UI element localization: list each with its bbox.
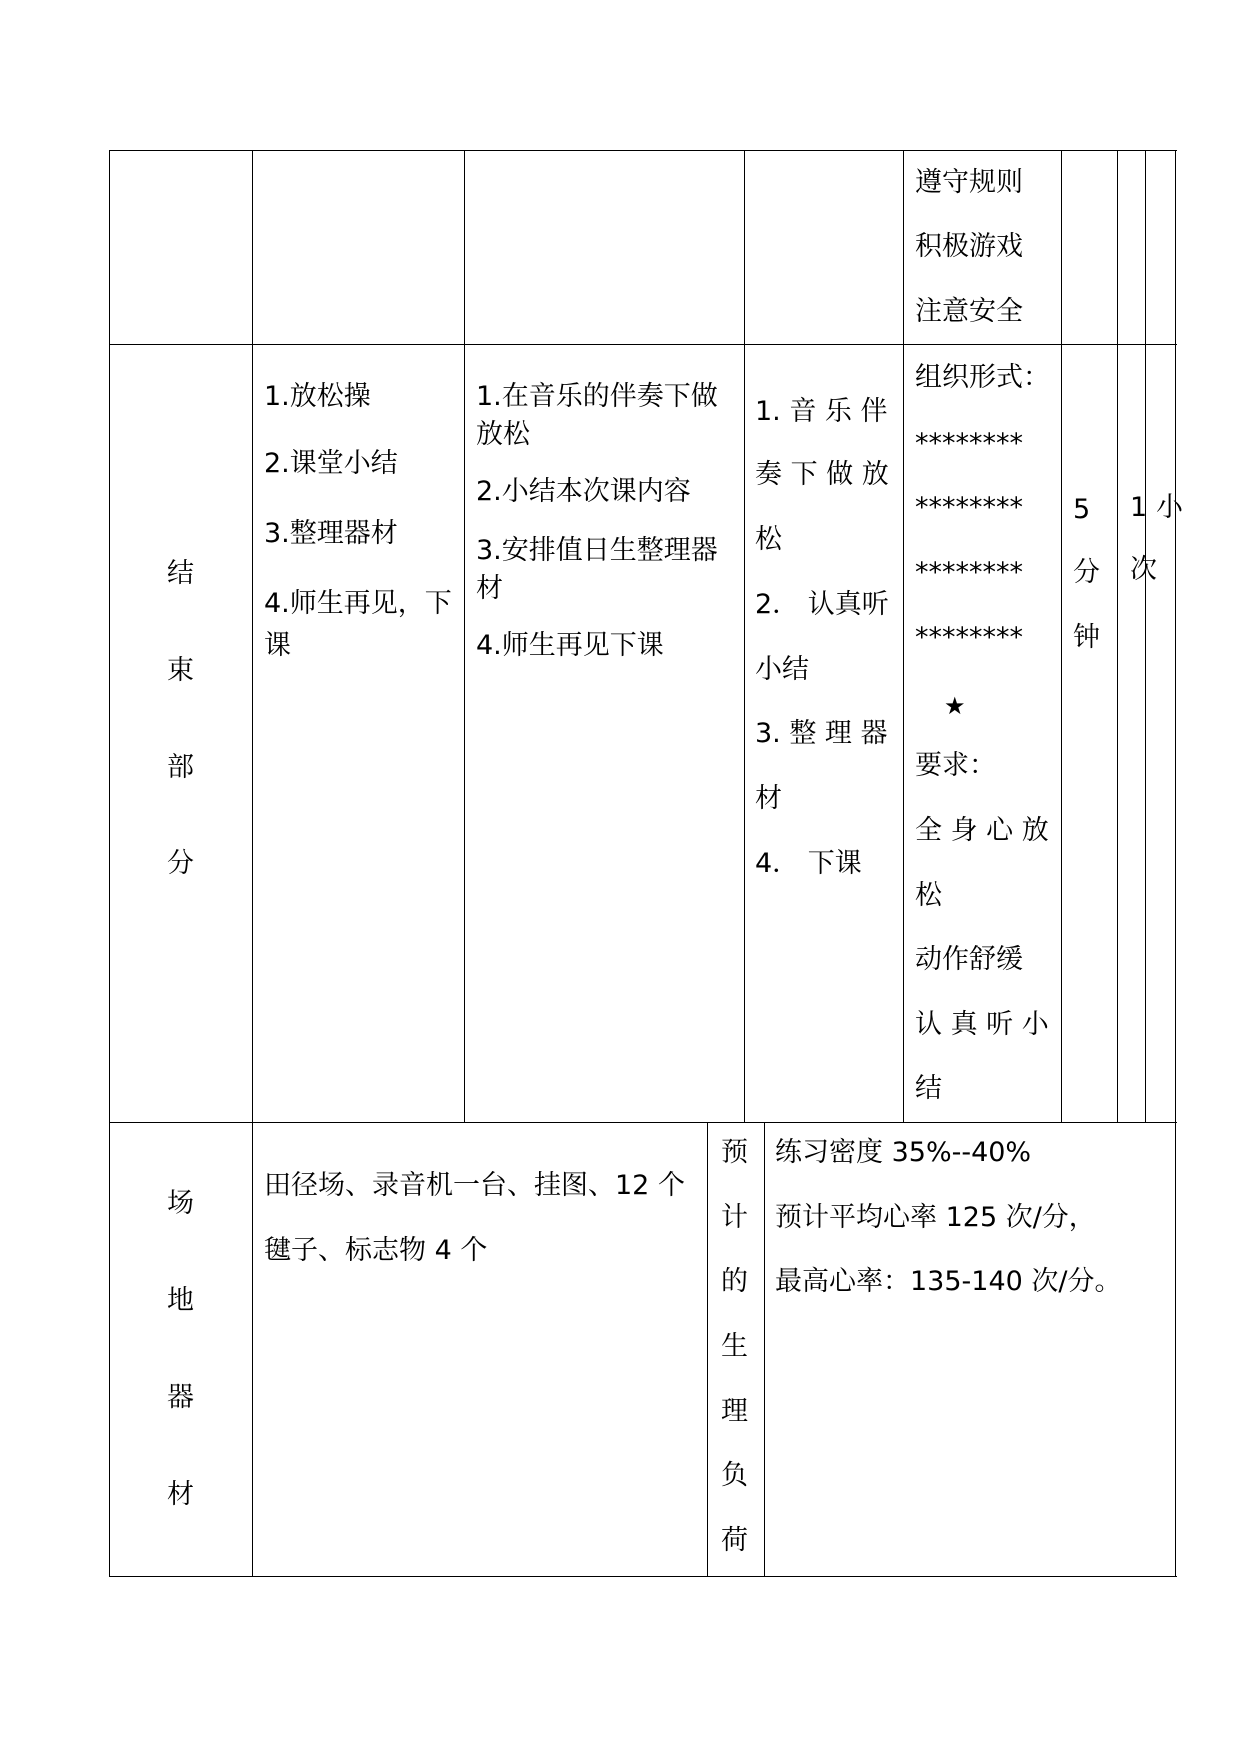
col-divider-3 [744, 150, 745, 1123]
teacher-line: 3.安排值日生整理器 [476, 535, 718, 566]
requirements-label: 要求： [915, 750, 996, 781]
content-line: 课 [264, 630, 291, 661]
content-line: 1.放松操 [264, 381, 371, 412]
label-char: 预 [721, 1137, 748, 1168]
organization-label: 组织形式： [915, 362, 1050, 393]
border-top [109, 150, 1177, 151]
col-divider-7 [1145, 150, 1146, 1123]
requirement-line: 动作舒缓 [915, 944, 1023, 975]
requirement-line: 松 [915, 880, 942, 911]
formation-row: ******** [915, 622, 1023, 653]
label-char: 计 [721, 1202, 748, 1233]
requirement-line: 注意安全 [915, 296, 1023, 327]
border-left [109, 150, 110, 1577]
time-unit: 钟 [1073, 622, 1100, 653]
requirement-line: 认 真 听 小 [915, 1009, 1049, 1040]
label-char: 分 [167, 848, 194, 879]
requirement-line: 遵守规则 [915, 167, 1023, 198]
teacher-line: 1.在音乐的伴奏下做 [476, 381, 718, 412]
label-char: 场 [167, 1188, 194, 1219]
label-char: 材 [167, 1479, 194, 1510]
equipment-line: 田径场、录音机一台、挂图、12 个 [264, 1170, 685, 1201]
requirement-line: 结 [915, 1073, 942, 1104]
student-line: 奏 下 做 放 [755, 459, 889, 490]
teacher-line: 放松 [476, 419, 530, 450]
label-char: 荷 [721, 1525, 748, 1556]
student-line: 材 [755, 783, 782, 814]
time-unit: 分 [1073, 557, 1100, 588]
col-divider-2 [464, 150, 465, 1123]
label-char: 器 [167, 1382, 194, 1413]
col-divider-6 [1117, 150, 1118, 1123]
label-char: 生 [721, 1331, 748, 1362]
times-count: 1 [1130, 492, 1148, 523]
teacher-line: 材 [476, 573, 503, 604]
formation-row: ******** [915, 428, 1023, 459]
label-char: 理 [721, 1396, 748, 1427]
label-char: 的 [721, 1266, 748, 1297]
student-line: 1. 音 乐 伴 [755, 396, 888, 427]
requirement-line: 全 身 心 放 [915, 815, 1049, 846]
border-right [1175, 150, 1176, 1577]
load-line: 练习密度 35%--40% [775, 1137, 1032, 1168]
student-line: 2． 认真听 [755, 589, 889, 620]
label-char: 负 [721, 1460, 748, 1491]
col-divider-4 [903, 150, 904, 1123]
requirement-line: 积极游戏 [915, 231, 1023, 262]
label-char: 地 [167, 1285, 194, 1316]
col-divider-5 [1061, 150, 1062, 1123]
load-line: 最高心率：135-140 次/分。 [775, 1266, 1122, 1297]
student-line: 4． 下课 [755, 848, 862, 879]
border-bottom [109, 1576, 1177, 1577]
times-cell [1118, 470, 1157, 590]
content-line: 4.师生再见，下 [264, 588, 452, 619]
teacher-line: 4.师生再见下课 [476, 630, 664, 661]
intensity-cell [1146, 470, 1183, 530]
student-line: 3. 整 理 器 [755, 718, 888, 749]
time-value: 5 [1073, 494, 1091, 525]
row-divider-2 [109, 1122, 1177, 1123]
venue-divider-1 [707, 1122, 708, 1577]
times-unit: 次 [1130, 554, 1157, 585]
label-char: 束 [167, 655, 194, 686]
formation-row: ******** [915, 557, 1023, 588]
student-line: 松 [755, 524, 782, 555]
load-line: 预计平均心率 125 次/分， [775, 1202, 1096, 1233]
formation-row: ******** [915, 492, 1023, 523]
content-line: 2.课堂小结 [264, 448, 398, 479]
label-char: 部 [167, 752, 194, 783]
intensity-value: 小 [1156, 492, 1183, 523]
equipment-line: 毽子、标志物 4 个 [264, 1235, 488, 1266]
label-char: 结 [167, 558, 194, 589]
student-line: 小结 [755, 654, 809, 685]
content-line: 3.整理器材 [264, 518, 398, 549]
teacher-line: 2.小结本次课内容 [476, 476, 691, 507]
venue-divider-2 [764, 1122, 765, 1577]
row-divider-1 [109, 344, 1177, 345]
col-divider-1 [252, 150, 253, 1577]
teacher-star-icon: ★ [944, 692, 966, 720]
